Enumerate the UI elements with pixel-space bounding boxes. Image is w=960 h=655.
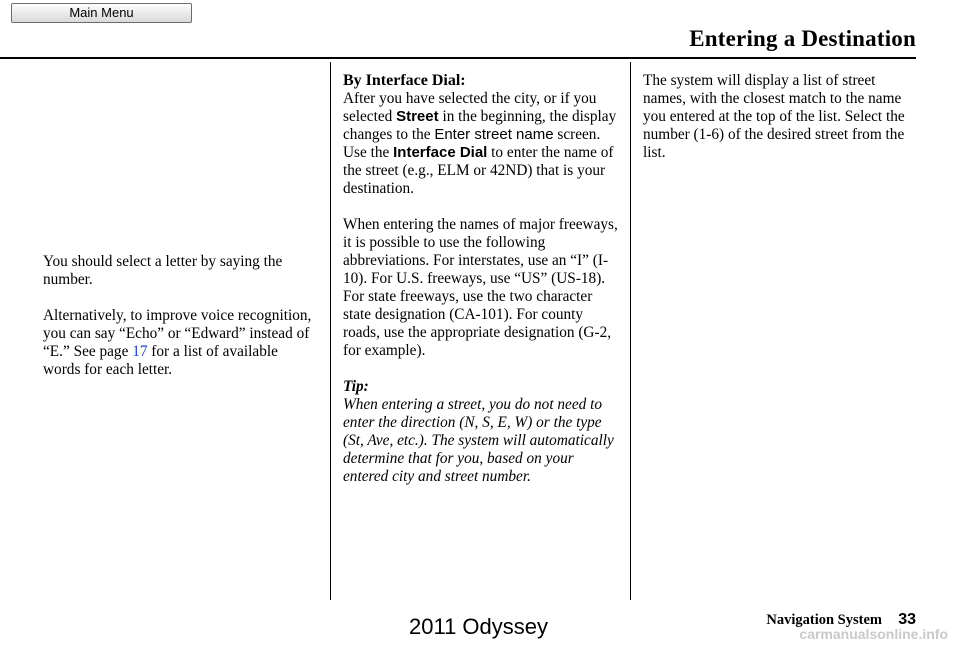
page-title: Entering a Destination — [689, 26, 916, 51]
interface-dial-term: Interface Dial — [393, 144, 488, 161]
interface-dial-text-d: to enter the name of the street (e.g., ELM or 42ND) that is your destination. — [343, 144, 614, 197]
page-number: 33 — [898, 611, 916, 628]
freeway-abbreviations-paragraph: When entering the names of major freeways, it is possible to use the following abbreviations. For interstates, use an “I” (I-10). For U.S. freeways, use “US” (US-18). For state freeways, use the two character state designation (CA-101). For county roads, use the appropriate designation (G-2, for example). — [343, 216, 618, 359]
letter-selection-paragraph: You should select a letter by saying the number. — [43, 253, 283, 288]
left-column — [43, 253, 315, 397]
street-list-paragraph: The system will display a list of street names, with the closest match to the name you entered at the top of the list. Select the number (1-6) of the desired street from the list. — [643, 72, 905, 161]
voice-alternative-text: Alternatively, to improve voice recognition, you can say “Echo” or “Edward” instead of “E.” See page — [43, 307, 312, 360]
interface-dial-text-c: screen. Use the — [343, 126, 601, 161]
enter-street-name-term: Enter street name — [434, 126, 554, 143]
interface-dial-paragraph — [343, 90, 620, 198]
voice-alternative-paragraph — [43, 307, 315, 379]
title-divider — [0, 57, 916, 59]
page-17-link[interactable]: 17 — [132, 343, 148, 360]
interface-dial-text-b: in the beginning, the display changes to the — [343, 108, 617, 143]
voice-alternative-text-end: for a list of available words for each letter. — [43, 343, 278, 378]
main-menu-button[interactable]: Main Menu — [11, 3, 192, 23]
right-column — [643, 72, 918, 180]
tip-text: When entering a street, you do not need to enter the direction (N, S, E, W) or the type (St, Ave, etc.). The system will automatically determine that for you, based on your entered city and street number. — [343, 396, 614, 485]
site-watermark: carmanualsonline.info — [799, 626, 948, 642]
column-divider-right — [630, 62, 631, 600]
middle-column — [343, 72, 620, 504]
interface-dial-heading: By Interface Dial: — [343, 72, 466, 89]
tip-label: Tip: — [343, 378, 369, 395]
footer-section-title: Navigation System — [766, 612, 882, 628]
column-divider-left — [330, 62, 331, 600]
street-term: Street — [396, 108, 439, 125]
model-watermark: 2011 Odyssey — [409, 614, 549, 639]
interface-dial-text-a: After you have selected the city, or if you selected — [343, 90, 597, 125]
